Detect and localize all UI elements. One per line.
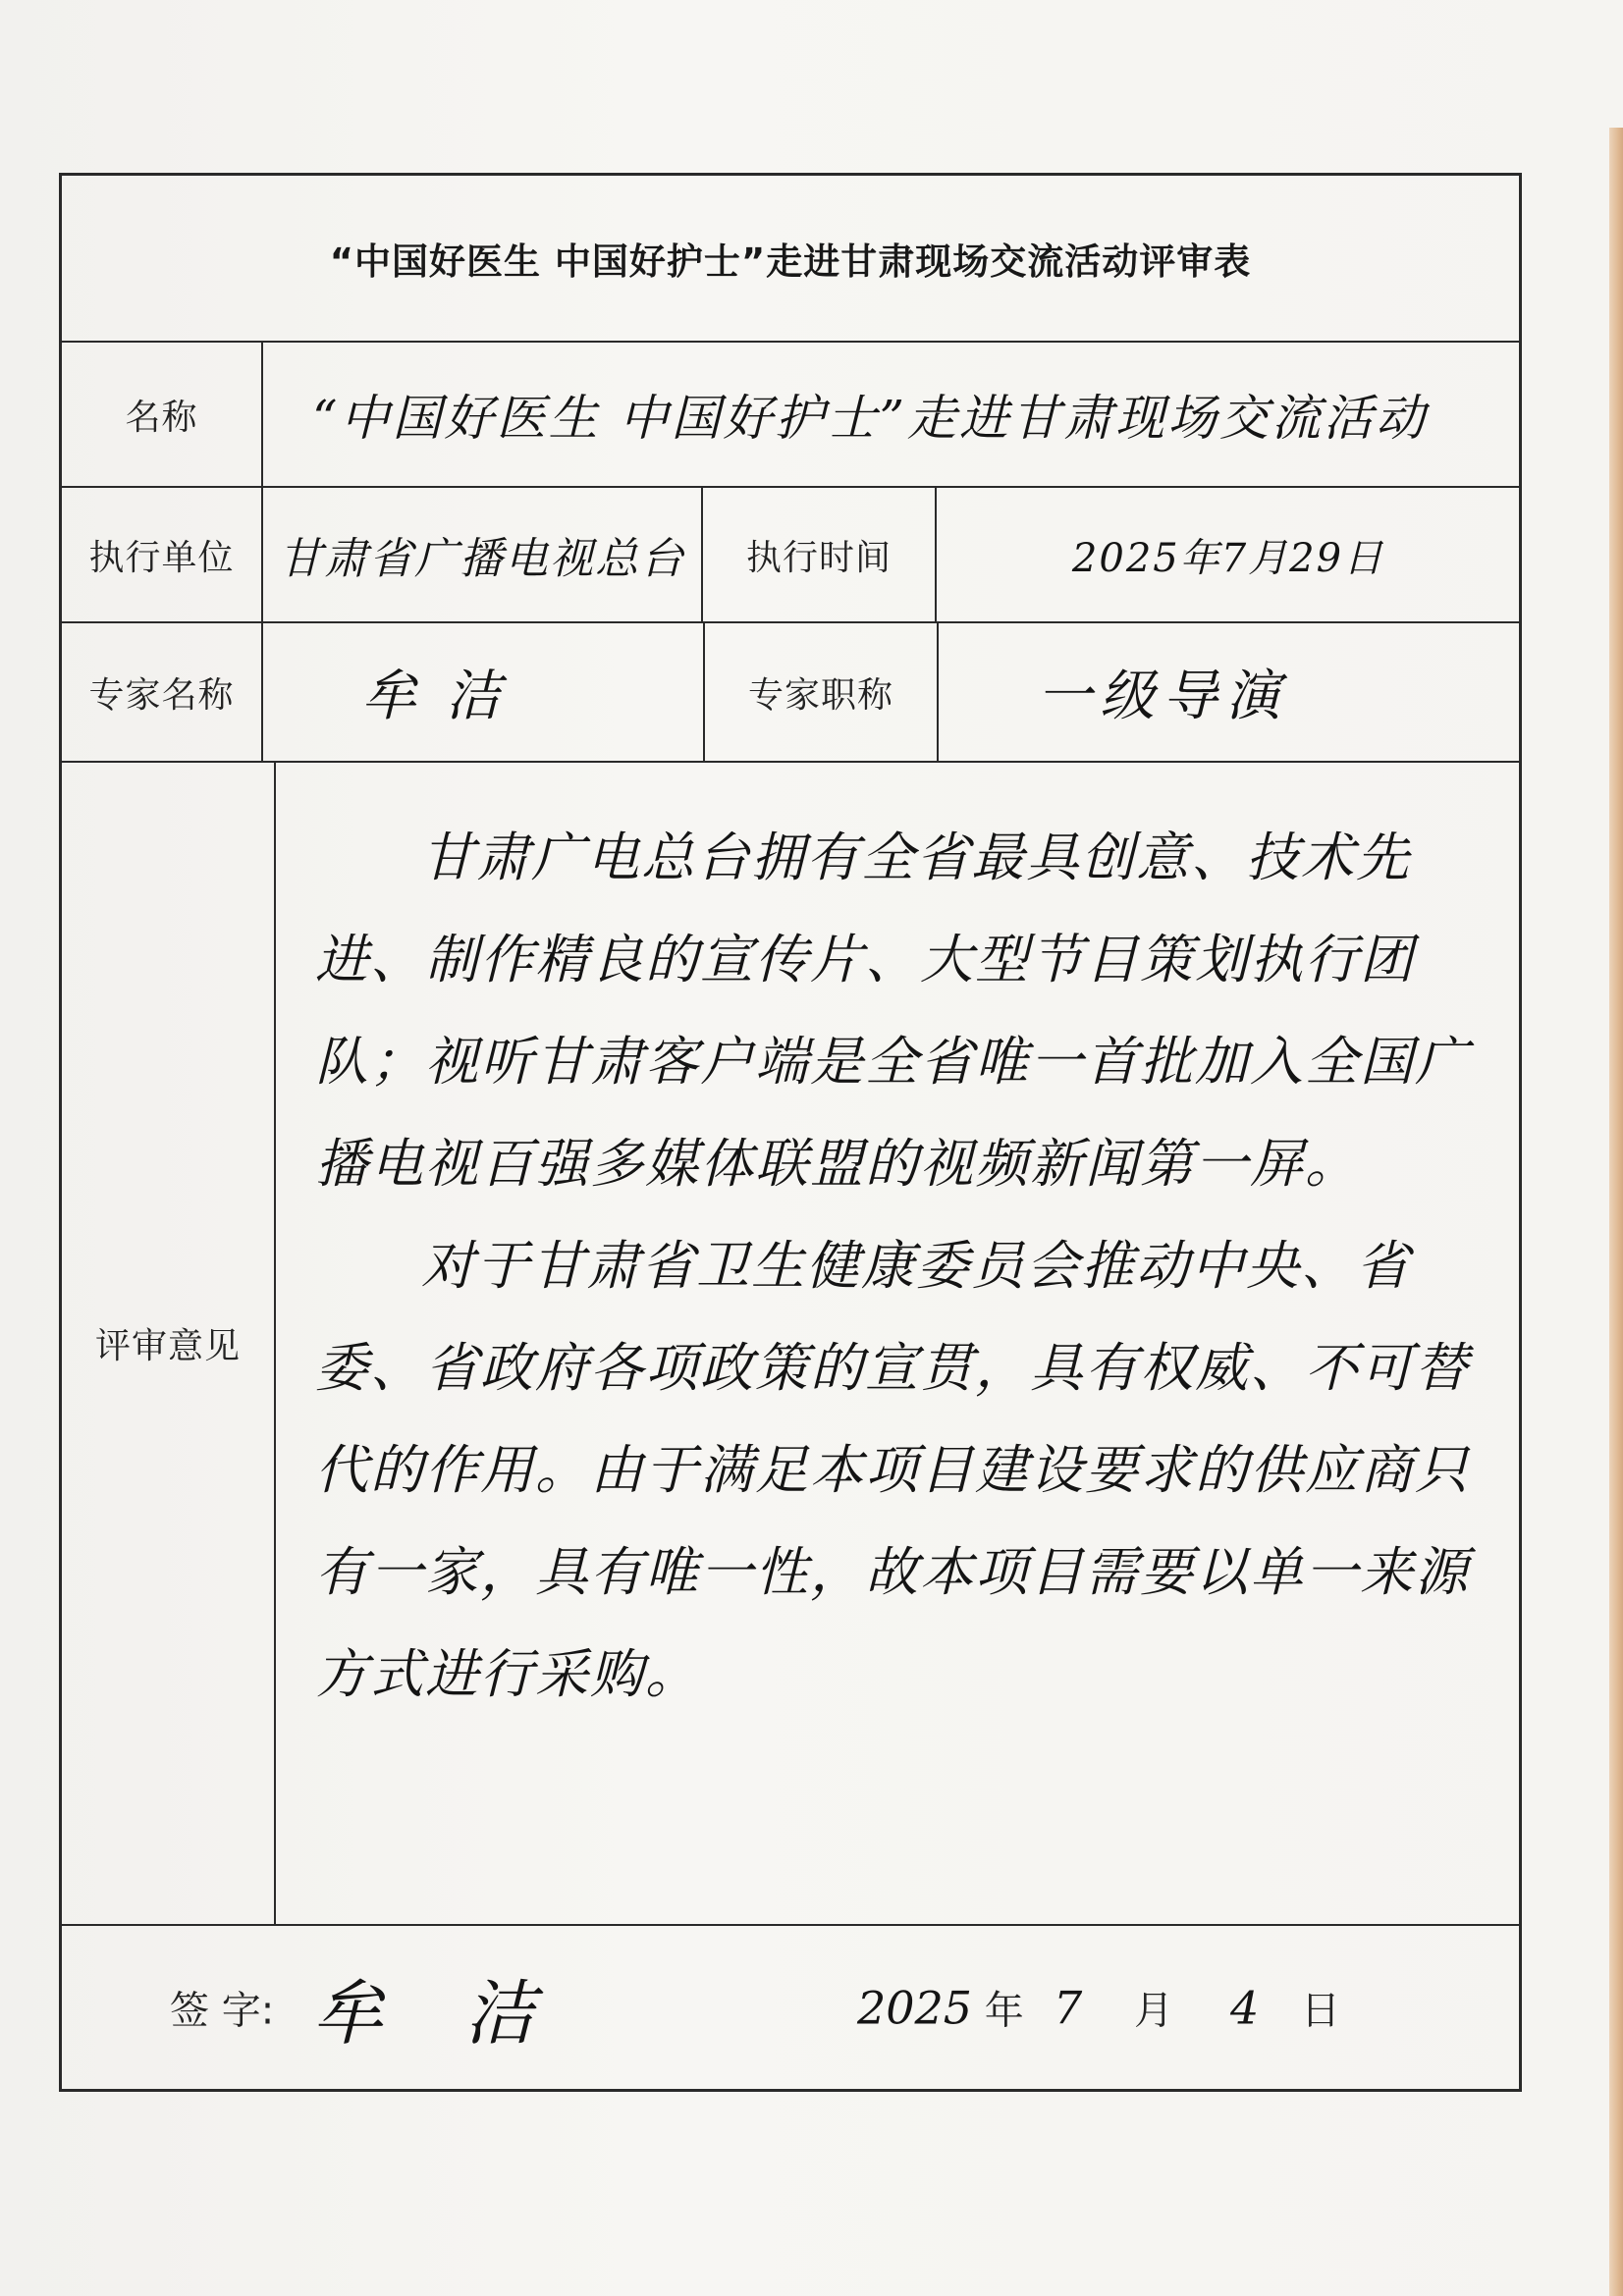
expert-row [62, 623, 1519, 763]
sign-label: 签 字: [170, 1988, 275, 2034]
signature-row [62, 1926, 1519, 2089]
unit-row [62, 488, 1519, 623]
opinion-value-cell [276, 763, 1520, 1924]
title-row [62, 176, 1519, 343]
date-month-unit: 月 [1134, 1988, 1173, 2034]
expert-title-value: 一级导演 [1037, 665, 1288, 728]
opinion-label: 评审意见 [94, 1326, 241, 1366]
opinion-text [315, 807, 1493, 1726]
sign-value: 牟 洁 [312, 1972, 565, 2055]
date-year-unit: 年 [984, 1988, 1024, 2034]
date-year-value: 2025 [857, 1981, 973, 2035]
name-label: 名称 [125, 397, 198, 438]
date-day-value: 4 [1230, 1981, 1260, 2035]
date-month-value: 7 [1054, 1981, 1083, 2035]
review-form [59, 173, 1522, 2092]
form-title: “中国好医生 中国好护士”走进甘肃现场交流活动评审表 [329, 240, 1252, 283]
opinion-paragraph-2: 对于甘肃省卫生健康委员会推动中央、省委、省政府各项政策的宣贯，具有权威、不可替代的作用。由于满足本项目建设要求的供应商只有一家，具有唯一性，故本项目需要以单一来源方式进行采购。 [315, 1235, 1470, 1705]
name-value-cell [263, 343, 1520, 486]
date-month [1054, 1980, 1173, 2036]
opinion-label-cell [62, 763, 276, 1924]
opinion-paragraph-1: 甘肃广电总台拥有全省最具创意、技术先进、制作精良的宣传片、大型节目策划执行团队；视听甘肃客户端是全省唯一首批加入全国广播电视百强多媒体联盟的视频新闻第一屏。 [315, 827, 1470, 1195]
expert-title-value-cell [939, 623, 1520, 761]
time-value: 2025年7月29日 [1071, 535, 1385, 581]
opinion-row [62, 763, 1519, 1926]
unit-value: 甘肃省广播电视总台 [279, 534, 685, 584]
title-cell [62, 176, 1519, 341]
name-row [62, 343, 1519, 488]
expert-value-cell [263, 623, 705, 761]
unit-label-cell [62, 488, 263, 621]
expert-label: 专家名称 [88, 674, 235, 716]
expert-value: 牟 洁 [361, 665, 507, 728]
expert-title-label: 专家职称 [747, 674, 893, 716]
expert-label-cell [62, 623, 263, 761]
unit-value-cell [263, 488, 703, 621]
unit-label: 执行单位 [88, 537, 235, 578]
time-value-cell [937, 488, 1520, 621]
time-label: 执行时间 [745, 537, 892, 578]
date-day-unit: 日 [1301, 1988, 1340, 2034]
date-day [1230, 1980, 1340, 2036]
name-value: “中国好医生 中国好护士”走进甘肃现场交流活动 [312, 390, 1429, 447]
name-label-cell [62, 343, 263, 486]
signature-content [62, 1926, 1519, 2089]
date-year [857, 1980, 1024, 2036]
time-label-cell [703, 488, 937, 621]
paper-edge [1609, 128, 1623, 2296]
expert-title-label-cell [705, 623, 939, 761]
